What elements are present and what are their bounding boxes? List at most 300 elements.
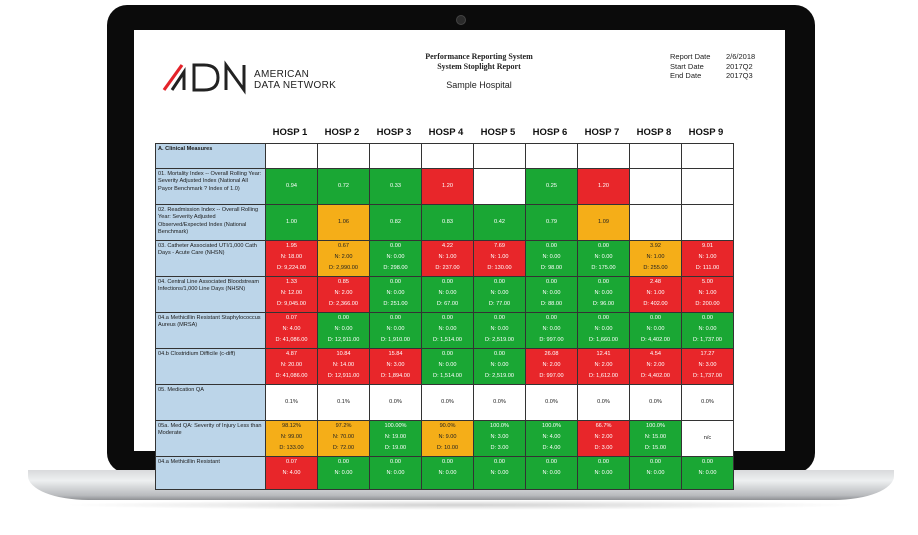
metric-value: 0.00: [494, 315, 505, 321]
metric-cell: [266, 349, 318, 385]
metric-cell: [630, 385, 682, 421]
metric-value: 0.83: [442, 219, 453, 225]
row-label: A. Clinical Measures: [156, 144, 266, 169]
laptop-shadow: [60, 500, 860, 510]
metric-value: D: 1,514.00: [433, 373, 462, 379]
metric-value: N: 1.00: [646, 290, 665, 296]
metric-value: 0.00: [650, 459, 661, 465]
metric-cell: [630, 457, 682, 490]
column-header: HOSP 1: [272, 127, 308, 138]
row-label: 04.b Clostridium Difficile (c-diff): [156, 349, 266, 385]
metric-value: 100.0%: [646, 423, 665, 429]
metric-value: 9.01: [702, 243, 713, 249]
metric-cell: [266, 457, 318, 490]
metric-cell: [526, 277, 578, 313]
metric-cell: [682, 144, 734, 169]
column-header: HOSP 6: [532, 127, 568, 138]
metric-value: 4.54: [650, 351, 661, 357]
metric-value: N: 0.00: [334, 326, 353, 332]
metric-value: 0.00: [546, 459, 557, 465]
metric-value: 0.00: [338, 459, 349, 465]
adn-logo-icon: [160, 62, 250, 92]
metric-value: 0.00: [546, 243, 557, 249]
metric-value: 10.84: [336, 351, 351, 357]
metric-cell: [422, 385, 474, 421]
metric-value: 0.33: [390, 183, 401, 189]
metric-value: 2.48: [650, 279, 661, 285]
metric-value: 100.0%: [542, 423, 561, 429]
meta-row: [670, 52, 766, 62]
metric-value: 0.1%: [337, 399, 350, 405]
metric-cell: [370, 241, 422, 277]
metric-value: N: 2.00: [542, 362, 561, 368]
row-label: 04. Central Line Associated Bloodstream Infections/1,000 Line Days (NHSN): [156, 277, 266, 313]
metric-value: N: 0.00: [438, 326, 457, 332]
metric-cell: [630, 277, 682, 313]
metric-cell: [526, 144, 578, 169]
metric-value: N: 0.00: [438, 290, 457, 296]
metric-cell: [474, 169, 526, 205]
metric-value: 0.85: [338, 279, 349, 285]
metric-value: N: 18.00: [280, 254, 303, 260]
metric-value: N: 0.00: [646, 470, 665, 476]
meta-value: 2/6/2018: [726, 52, 756, 61]
table-row: [156, 313, 734, 349]
metric-value: N: 0.00: [334, 470, 353, 476]
metric-cell: [526, 241, 578, 277]
metric-value: 0.79: [546, 219, 557, 225]
metric-cell: [578, 144, 630, 169]
metric-value: 100.0%: [490, 423, 509, 429]
metric-value: D: 98.00: [540, 265, 563, 271]
metric-cell: [526, 205, 578, 241]
row-label: 05a. Med QA: Severity of Injury Less than Moderate: [156, 421, 266, 457]
row-label: 02. Readmission Index -- Overall Rolling Year: Severity Adjusted Observed/Expected Index (National Benchmark): [156, 205, 266, 241]
metric-value: D: 2,366.00: [329, 301, 358, 307]
metric-cell: [266, 385, 318, 421]
metric-value: N: 1.00: [698, 290, 717, 296]
metric-value: D: 200.00: [695, 301, 720, 307]
metric-cell: [318, 349, 370, 385]
table-row: [156, 169, 734, 205]
metric-value: D: 19.00: [384, 445, 407, 451]
metric-value: N: 3.00: [698, 362, 717, 368]
metric-value: D: 1,910.00: [381, 337, 410, 343]
metric-value: 26.08: [544, 351, 559, 357]
metric-cell: [266, 169, 318, 205]
metric-cell: [318, 277, 370, 313]
table-row: [156, 421, 734, 457]
metric-cell: [474, 205, 526, 241]
metric-cell: [474, 385, 526, 421]
table-row: [156, 277, 734, 313]
metric-value: N: 3.00: [490, 434, 509, 440]
metric-value: 1.20: [598, 183, 609, 189]
metric-cell: [682, 313, 734, 349]
hospital-name: Sample Hospital: [446, 80, 512, 90]
metric-value: 0.00: [650, 315, 661, 321]
metric-value: N: 2.00: [334, 290, 353, 296]
metric-value: 0.00: [702, 459, 713, 465]
metric-value: 0.0%: [493, 399, 506, 405]
metric-value: 4.22: [442, 243, 453, 249]
metric-cell: [370, 277, 422, 313]
metric-value: 1.95: [286, 243, 297, 249]
metric-value: N: 20.00: [280, 362, 303, 368]
metric-value: D: 997.00: [539, 373, 564, 379]
metric-cell: [370, 457, 422, 490]
metric-value: 0.72: [338, 183, 349, 189]
table-row: [156, 349, 734, 385]
metric-value: N: 9.00: [438, 434, 457, 440]
metric-cell: [630, 205, 682, 241]
metric-cell: [370, 169, 422, 205]
metric-value: 0.0%: [441, 399, 454, 405]
metric-cell: [422, 457, 474, 490]
company-name-line1: AMERICAN: [254, 69, 310, 80]
meta-value: 2017Q3: [726, 71, 753, 80]
column-header: HOSP 8: [636, 127, 672, 138]
metric-cell: [682, 349, 734, 385]
metric-cell: [526, 421, 578, 457]
metric-value: 0.00: [702, 315, 713, 321]
metric-cell: [578, 349, 630, 385]
metric-value: D: 175.00: [591, 265, 616, 271]
metric-value: 17.27: [700, 351, 715, 357]
row-label: 04.a Methicillin Resistant Staphylococcus Aureus (MRSA): [156, 313, 266, 349]
metric-value: 0.00: [598, 243, 609, 249]
report-title-line2: System Stoplight Report: [437, 62, 521, 71]
metric-value: N: 0.00: [490, 326, 509, 332]
metric-cell: [422, 277, 474, 313]
row-label: 04.a Methicillin Resistant: [156, 457, 266, 490]
row-label: 01. Mortality Index -- Overall Rolling Year: Severity Adjusted Index (National All Payor Benchmark ? Index of 1.0): [156, 169, 266, 205]
metric-value: 1.09: [598, 219, 609, 225]
metric-cell: [370, 313, 422, 349]
metric-cell: [266, 277, 318, 313]
metric-value: D: 96.00: [592, 301, 615, 307]
metric-value: D: 15.00: [644, 445, 667, 451]
column-header: HOSP 3: [376, 127, 412, 138]
metric-value: D: 4.00: [542, 445, 561, 451]
metric-value: 0.0%: [545, 399, 558, 405]
metric-value: N: 0.00: [438, 362, 457, 368]
metric-value: D: 1,612.00: [589, 373, 618, 379]
metric-cell: [422, 313, 474, 349]
metric-value: D: 10.00: [436, 445, 459, 451]
metric-cell: [370, 421, 422, 457]
metric-value: D: 3.00: [490, 445, 509, 451]
metric-value: D: 402.00: [643, 301, 668, 307]
metric-value: D: 9,224.00: [277, 265, 306, 271]
metric-cell: [318, 457, 370, 490]
company-name-line2: DATA NETWORK: [254, 80, 337, 91]
metric-value: D: 41,086.00: [275, 373, 308, 379]
meta-label: Start Date: [670, 61, 704, 71]
metric-value: D: 2,519.00: [485, 373, 514, 379]
metric-value: 0.00: [390, 279, 401, 285]
metric-cell: [474, 349, 526, 385]
metric-value: 0.00: [546, 279, 557, 285]
metric-value: 0.82: [390, 219, 401, 225]
metric-value: N: 0.00: [490, 290, 509, 296]
metric-cell: [578, 421, 630, 457]
column-header: HOSP 2: [324, 127, 360, 138]
metric-cell: [266, 421, 318, 457]
metric-value: N: 0.00: [386, 326, 405, 332]
metric-value: N: 4.00: [282, 326, 301, 332]
metric-cell: [318, 421, 370, 457]
metric-cell: [422, 169, 474, 205]
metric-cell: [630, 313, 682, 349]
metric-value: D: 251.00: [383, 301, 408, 307]
metric-cell: [630, 349, 682, 385]
metric-value: 0.00: [494, 351, 505, 357]
metric-value: D: 133.00: [279, 445, 304, 451]
metric-value: N: 0.00: [386, 290, 405, 296]
metric-value: N: 2.00: [646, 362, 665, 368]
metric-value: 1.20: [442, 183, 453, 189]
metric-value: N: 0.00: [542, 326, 561, 332]
metric-value: N: 2.00: [334, 254, 353, 260]
metric-value: D: 1,660.00: [589, 337, 618, 343]
metric-value: D: 237.00: [435, 265, 460, 271]
meta-row: [670, 71, 766, 81]
stoplight-table: [155, 143, 734, 490]
metric-value: D: 1,737.00: [693, 373, 722, 379]
metric-cell: [578, 385, 630, 421]
metric-value: N: 70.00: [332, 434, 355, 440]
metric-cell: [422, 205, 474, 241]
metric-value: 0.0%: [701, 399, 714, 405]
metric-cell: [474, 313, 526, 349]
metric-value: N: 0.00: [698, 326, 717, 332]
metric-cell: [370, 349, 422, 385]
metric-cell: [474, 457, 526, 490]
report-title-line1: Performance Reporting System: [425, 52, 533, 61]
metric-cell: [578, 169, 630, 205]
metric-value: N: 2.00: [594, 362, 613, 368]
metric-cell: [266, 144, 318, 169]
metric-value: 0.00: [494, 279, 505, 285]
metric-value: N: 1.00: [646, 254, 665, 260]
metric-value: 0.07: [286, 315, 297, 321]
report-screen: [134, 30, 785, 476]
metric-value: D: 4,402.00: [641, 373, 670, 379]
metric-value: N: 1.00: [698, 254, 717, 260]
meta-label: Report Date: [670, 52, 711, 61]
metric-value: 0.67: [338, 243, 349, 249]
metric-cell: [526, 313, 578, 349]
metric-cell: [318, 169, 370, 205]
metric-value: D: 111.00: [695, 265, 720, 271]
metric-value: N: 19.00: [384, 434, 407, 440]
metric-value: 0.00: [390, 243, 401, 249]
metric-value: 0.00: [494, 459, 505, 465]
metric-value: 1.33: [286, 279, 297, 285]
metric-value: N: 0.00: [386, 254, 405, 260]
metric-value: N: 1.00: [490, 254, 509, 260]
metric-cell: [474, 421, 526, 457]
metric-cell: [682, 169, 734, 205]
metric-cell: [682, 421, 734, 457]
metric-value: 0.00: [546, 315, 557, 321]
table-row: [156, 241, 734, 277]
metric-value: 5.00: [702, 279, 713, 285]
metric-cell: [318, 385, 370, 421]
metric-cell: [578, 313, 630, 349]
section-row: [156, 144, 734, 169]
column-header: HOSP 4: [428, 127, 464, 138]
metric-value: 0.94: [286, 183, 297, 189]
metric-value: 7.69: [494, 243, 505, 249]
metric-cell: [422, 421, 474, 457]
metric-cell: [318, 144, 370, 169]
metric-value: 97.2%: [335, 423, 352, 429]
metric-value: 66.7%: [595, 423, 612, 429]
metric-value: 0.00: [390, 459, 401, 465]
metric-cell: [630, 421, 682, 457]
meta-value: 2017Q2: [726, 61, 753, 71]
metric-value: N: 99.00: [280, 434, 303, 440]
metric-cell: [630, 241, 682, 277]
metric-cell: [682, 457, 734, 490]
metric-value: N: 4.00: [282, 470, 301, 476]
report-title: [389, 52, 569, 72]
metric-value: 0.00: [598, 315, 609, 321]
metric-value: D: 997.00: [539, 337, 564, 343]
metric-cell: [630, 169, 682, 205]
metric-cell: [422, 349, 474, 385]
metric-value: 0.00: [442, 351, 453, 357]
metric-cell: [318, 205, 370, 241]
metric-cell: [266, 205, 318, 241]
metric-value: N: 0.00: [386, 470, 405, 476]
metric-cell: [578, 277, 630, 313]
metric-value: D: 12,911.00: [327, 337, 360, 343]
metric-value: N: 4.00: [542, 434, 561, 440]
metric-cell: [526, 385, 578, 421]
metric-cell: [682, 205, 734, 241]
column-header: HOSP 9: [688, 127, 724, 138]
metric-value: D: 1,514.00: [433, 337, 462, 343]
metric-value: n/c: [703, 435, 712, 441]
metric-value: 12.41: [596, 351, 611, 357]
metric-value: 0.00: [442, 279, 453, 285]
meta-row: [670, 62, 766, 72]
metric-cell: [318, 241, 370, 277]
metric-value: D: 4,402.00: [641, 337, 670, 343]
metric-value: D: 88.00: [540, 301, 563, 307]
metric-cell: [474, 277, 526, 313]
metric-cell: [682, 277, 734, 313]
metric-value: 98.12%: [282, 423, 301, 429]
metric-cell: [682, 241, 734, 277]
table-row: [156, 385, 734, 421]
metric-value: 0.00: [442, 459, 453, 465]
metric-value: 0.00: [338, 315, 349, 321]
metric-value: 0.00: [598, 279, 609, 285]
meta-label: End Date: [670, 71, 702, 80]
metric-value: D: 9,045.00: [277, 301, 306, 307]
row-label: 03. Catheter Associated UTI/1,000 Cath Days - Acute Care (NHSN): [156, 241, 266, 277]
webcam-icon: [456, 15, 466, 25]
metric-value: 15.84: [388, 351, 403, 357]
metric-value: N: 3.00: [386, 362, 405, 368]
metric-cell: [370, 205, 422, 241]
metric-value: 0.00: [442, 315, 453, 321]
metric-value: 0.0%: [597, 399, 610, 405]
metric-cell: [370, 144, 422, 169]
metric-value: N: 0.00: [542, 290, 561, 296]
metric-value: 0.00: [390, 315, 401, 321]
metric-value: D: 12,911.00: [327, 373, 360, 379]
metric-value: D: 41,086.00: [275, 337, 308, 343]
metric-value: N: 0.00: [594, 326, 613, 332]
metric-value: 1.00: [286, 219, 297, 225]
metric-value: D: 3.00: [594, 445, 613, 451]
metric-value: 0.42: [494, 219, 505, 225]
metric-value: N: 0.00: [646, 326, 665, 332]
metric-value: D: 255.00: [643, 265, 668, 271]
metric-value: D: 2,519.00: [485, 337, 514, 343]
column-header: HOSP 5: [480, 127, 516, 138]
metric-value: N: 14.00: [332, 362, 355, 368]
metric-value: D: 298.00: [383, 265, 408, 271]
metric-cell: [578, 457, 630, 490]
company-name: [254, 69, 336, 91]
metric-value: 0.1%: [285, 399, 298, 405]
metric-value: N: 0.00: [438, 470, 457, 476]
metric-cell: [266, 241, 318, 277]
metric-cell: [422, 144, 474, 169]
metric-cell: [682, 385, 734, 421]
metric-cell: [422, 241, 474, 277]
metric-cell: [474, 144, 526, 169]
report-meta: [670, 52, 766, 81]
metric-value: 90.0%: [439, 423, 456, 429]
table-row: [156, 457, 734, 490]
metric-cell: [578, 241, 630, 277]
metric-cell: [266, 313, 318, 349]
metric-value: D: 77.00: [488, 301, 511, 307]
metric-value: N: 0.00: [542, 470, 561, 476]
row-label: 05. Medication QA: [156, 385, 266, 421]
metric-cell: [318, 313, 370, 349]
metric-value: 1.06: [338, 219, 349, 225]
metric-cell: [526, 169, 578, 205]
metric-value: D: 67.00: [436, 301, 459, 307]
metric-value: N: 0.00: [542, 254, 561, 260]
metric-value: N: 12.00: [280, 290, 303, 296]
metric-value: 0.00: [598, 459, 609, 465]
metric-cell: [526, 349, 578, 385]
metric-value: N: 2.00: [594, 434, 613, 440]
metric-value: N: 15.00: [644, 434, 667, 440]
metric-value: D: 1,894.00: [381, 373, 410, 379]
metric-cell: [526, 457, 578, 490]
metric-value: D: 2,990.00: [329, 265, 358, 271]
metric-value: D: 1,737.00: [693, 337, 722, 343]
metric-value: N: 0.00: [594, 254, 613, 260]
metric-cell: [474, 241, 526, 277]
metric-value: 0.07: [286, 459, 297, 465]
metric-value: N: 1.00: [438, 254, 457, 260]
metric-value: 0.0%: [649, 399, 662, 405]
metric-value: 0.25: [546, 183, 557, 189]
column-header: HOSP 7: [584, 127, 620, 138]
metric-value: N: 0.00: [490, 470, 509, 476]
